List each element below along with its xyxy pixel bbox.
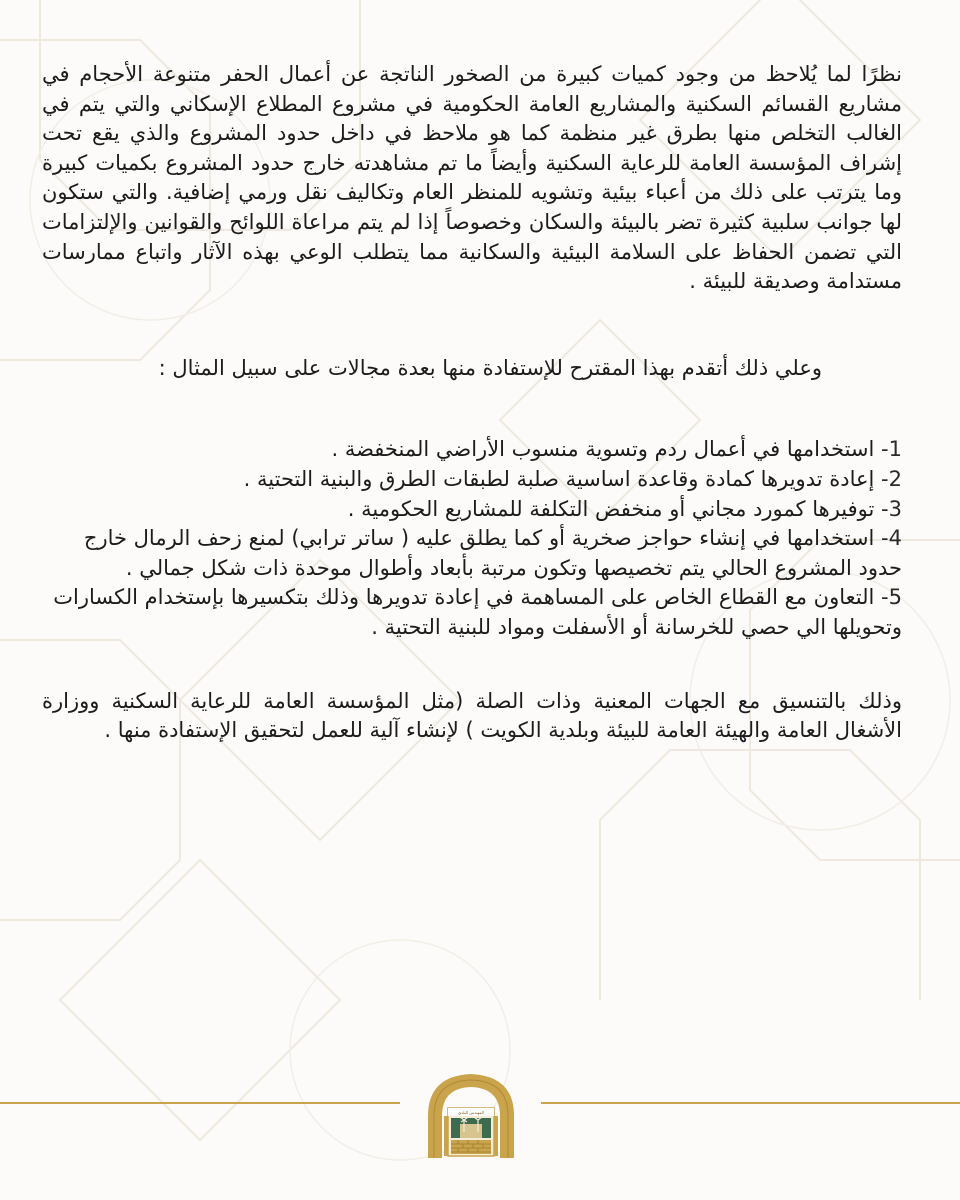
proposal-list [42,435,902,642]
list-item-text: توفيرها كمورد مجاني أو منخفض التكلفة للمشاريع الحكومية . [347,496,875,521]
list-item [42,495,902,525]
list-item [42,524,902,583]
list-item-text: التعاون مع القطاع الخاص على المساهمة في إعادة تدويرها وذلك بتكسيرها بإستخدام الكسارات وتحويلها الي حصي للخرسانة أو الأسفلت ومواد للبنية التحتية . [53,585,902,639]
list-item-number: 4- [881,526,902,551]
footer-divider-left [0,1102,400,1104]
list-item [42,465,902,495]
list-item-text: استخدامها في أعمال ردم وتسوية منسوب الأراضي المنخفضة . [331,437,875,462]
letter-body [42,60,902,746]
footer-divider-right [541,1102,960,1104]
footer [0,1070,960,1160]
background-paragraph: نظرًا لما يُلاحظ من وجود كميات كبيرة من الصخور الناتجة عن أعمال الحفر متنوعة الأحجام في مشاريع القسائم السكنية والمشاريع العامة الحكومية في مشروع المطلاع الإسكاني والتي يتم في الغالب التخلص منها بطرق غير منظمة كما هو ملاحظ في داخل حدود المشروع والذي يقع تحت إشراف المؤسسة العامة للرعاية السكنية وأيضاً ما تم مشاهدته خارج حدود المشروع بكميات كبيرة وما يترتب على ذلك من أعباء بيئية وتشويه للمنظر العام وتكاليف نقل ورمي إضافية. والتي ستكون لها جوانب سلبية كثيرة تضر بالبيئة والسكان وخصوصاً إذا لم يتم مراعاة اللوائح والقوانين والإلتزامات التي تضمن الحفاظ على السلامة البيئية والسكانية مما يتطلب الوعي بهذه الآثار واتباع ممارسات مستدامة وصديقة للبيئة . [42,62,902,294]
intro-line: وعلي ذلك أتقدم بهذا المقترح للإستفادة منها بعدة مجالات على سبيل المثال : [158,355,822,380]
logo-caption: المهندس البلدي [457,1110,485,1115]
list-item-text: استخدامها في إنشاء حواجز صخرية أو كما يطلق عليه ( ساتر ترابي) لمنع زحف الرمال خارج حدود المشروع الحالي يتم تخصيصها وتكون مرتبة بأبعاد وأطوال موحدة ذات شكل جمالي . [83,526,902,580]
closing-paragraph: وذلك بالتنسيق مع الجهات المعنية وذات الصلة (مثل المؤسسة العامة للرعاية السكنية ووزارة الأشغال العامة والهيئة العامة للبيئة وبلدية الكويت ) لإنشاء آلية للعمل لتحقيق الإستفادة منها . [42,688,902,743]
list-item-number: 3- [881,496,902,521]
list-item-number: 1- [881,437,902,462]
list-item [42,435,902,465]
list-item-text: إعادة تدويرها كمادة وقاعدة اساسية صلبة لطبقات الطرق والبنية التحتية . [243,466,875,491]
list-item-number: 5- [881,585,902,610]
list-item-number: 2- [881,466,902,491]
list-item [42,583,902,642]
